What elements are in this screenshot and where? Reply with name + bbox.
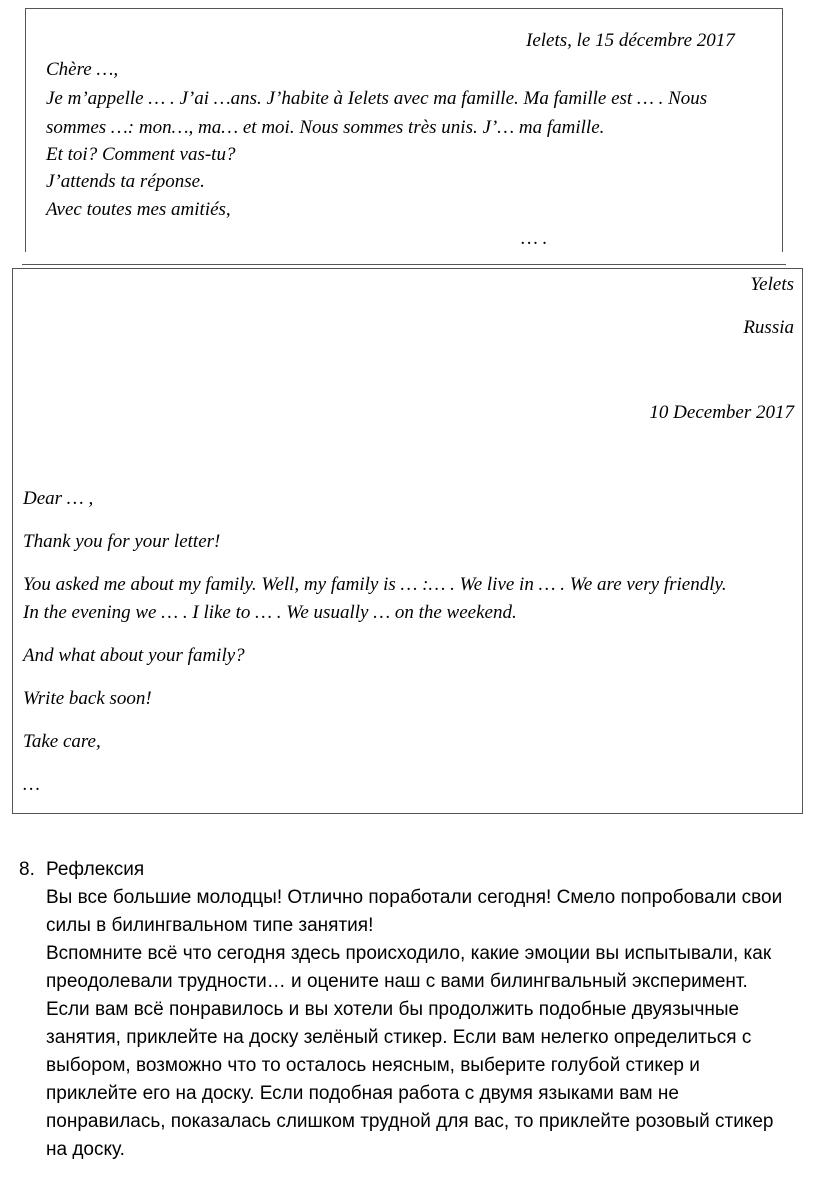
french-body-line: Et toi? Comment vas-tu?: [46, 144, 236, 165]
english-closing: Take care,: [23, 731, 101, 752]
reflection-line: Если вам всё понравилось и вы хотели бы продолжить подобные двуязычные: [46, 999, 740, 1020]
section-heading: Рефлексия: [46, 859, 145, 880]
french-body-line: sommes …: mon…, ma… et moi. Nous sommes très unis. J’… ma famille.: [46, 117, 605, 138]
english-date: 10 December 2017: [649, 402, 794, 423]
french-body-line: Avec toutes mes amitiés,: [46, 199, 231, 220]
reflection-line: преодолевали трудности… и оцените наш с вами билингвальный эксперимент.: [46, 971, 748, 992]
english-signature: …: [23, 774, 40, 795]
english-greeting: Dear … ,: [23, 488, 94, 509]
english-country: Russia: [743, 317, 794, 338]
english-question: And what about your family?: [23, 645, 245, 666]
french-greeting: Chère …,: [46, 59, 119, 80]
reflection-line: на доску.: [46, 1139, 125, 1160]
english-body-line: You asked me about my family. Well, my family is … :… . We live in … . We are very friendly.: [23, 574, 727, 595]
reflection-line: силы в билингвальном типе занятия!: [46, 915, 374, 936]
reflection-line: занятия, приклейте на доску зелёный стикер. Если вам нелегко определиться с: [46, 1027, 752, 1048]
french-body-line: J’attends ta réponse.: [46, 171, 205, 192]
reflection-line: Вспомните всё что сегодня здесь происходило, какие эмоции вы испытывали, как: [46, 943, 772, 964]
english-letter-box: [12, 268, 803, 814]
english-write-back: Write back soon!: [23, 688, 152, 709]
reflection-line: приклейте его на доску. Если подобная работа с двумя языками вам не: [46, 1083, 679, 1104]
english-thanks: Thank you for your letter!: [23, 531, 221, 552]
french-body-line: Je m’appelle … . J’ai …ans. J’habite à Ielets avec ma famille. Ma famille est … . Nous: [46, 88, 708, 109]
section-number: 8.: [19, 859, 35, 880]
english-city: Yelets: [750, 274, 794, 295]
french-letter-box: [25, 8, 783, 252]
reflection-line: Вы все большие молодцы! Отлично поработали сегодня! Смело попробовали свои: [46, 887, 783, 908]
reflection-line: понравилась, показалась слишком трудной для вас, то приклейте розовый стикер: [46, 1111, 774, 1132]
french-date-line: Ielets, le 15 décembre 2017: [526, 30, 735, 51]
english-body-line: In the evening we … . I like to … . We usually … on the weekend.: [23, 602, 517, 623]
reflection-line: выбором, возможно что то осталось неясным, выберите голубой стикер и: [46, 1055, 700, 1076]
french-signature: … .: [521, 228, 548, 249]
separator-line: [22, 264, 786, 265]
